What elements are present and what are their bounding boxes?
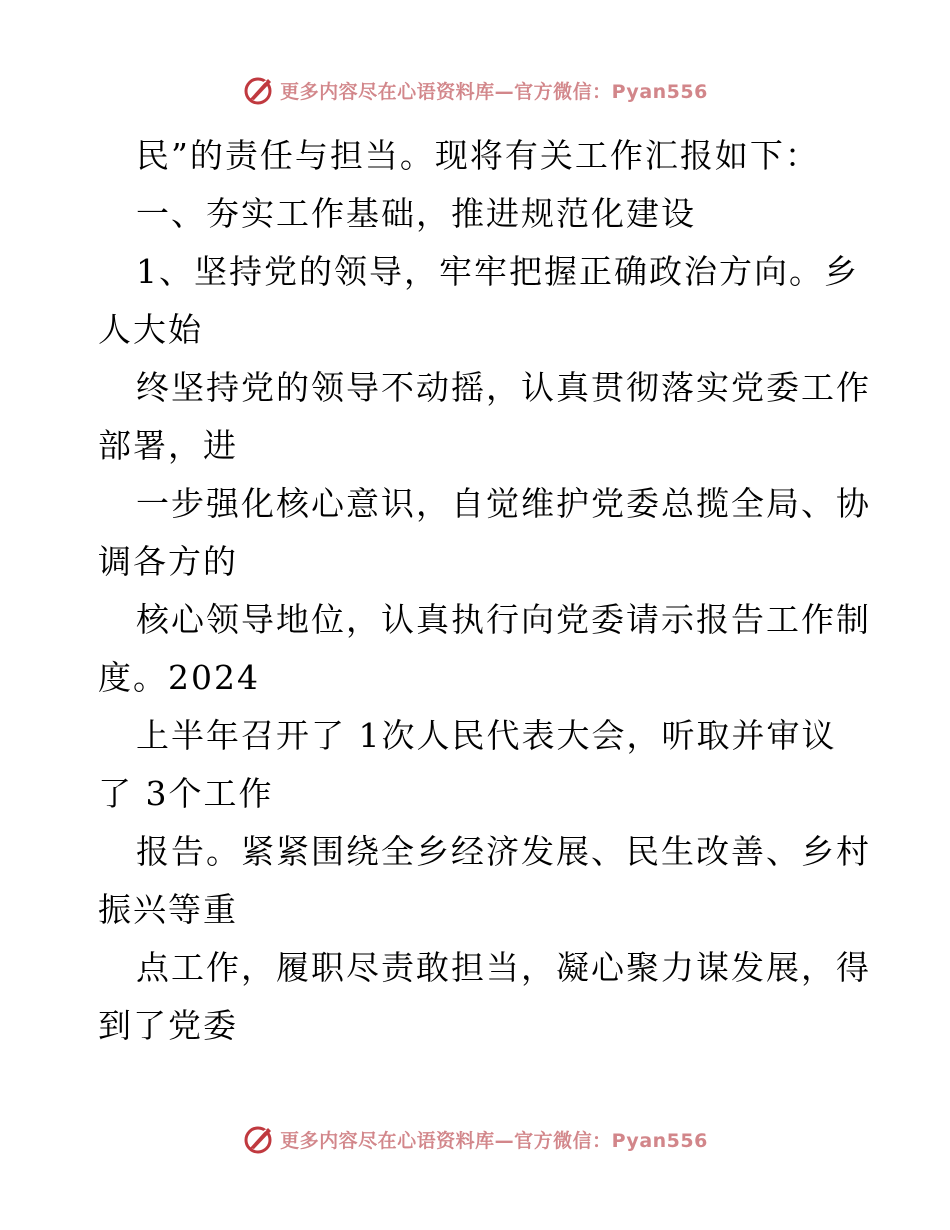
header-watermark (0, 70, 950, 110)
text-line: 核心领导地位，认真执行向党委请示报告工作制 (136, 600, 871, 639)
document-body (98, 127, 871, 1055)
text-line: 度。2024 (98, 658, 260, 697)
text-line: 调各方的 (98, 542, 238, 581)
quill-pen-logo-icon (242, 1122, 276, 1156)
watermark-text: 更多内容尽在心语资料库—官方微信：Pyan556 (280, 1129, 708, 1152)
text-line: 点工作，履职尽责敢担当，凝心聚力谋发展，得 (136, 948, 871, 987)
text-line: 1、坚持党的领导，牢牢把握正确政治方向。乡 (136, 252, 859, 291)
text-line: 一、夯实工作基础，推进规范化建设 (136, 194, 696, 233)
text-line: 振兴等重 (98, 890, 238, 929)
quill-pen-logo-icon (242, 73, 276, 107)
footer-watermark (0, 1119, 950, 1159)
text-line: 民”的责任与担当。现将有关工作汇报如下： (136, 136, 820, 175)
watermark-text: 更多内容尽在心语资料库—官方微信：Pyan556 (280, 80, 708, 103)
text-line: 了 3个工作 (98, 774, 274, 813)
text-line: 终坚持党的领导不动摇，认真贯彻落实党委工作 (136, 368, 871, 407)
text-line: 人大始 (98, 310, 203, 349)
text-line: 上半年召开了 1次人民代表大会，听取并审议 (136, 716, 837, 755)
text-line: 一步强化核心意识，自觉维护党委总揽全局、协 (136, 484, 871, 523)
text-line: 部署，进 (98, 426, 238, 465)
text-line: 到了党委 (98, 1006, 238, 1045)
text-line: 报告。紧紧围绕全乡经济发展、民生改善、乡村 (136, 832, 871, 871)
